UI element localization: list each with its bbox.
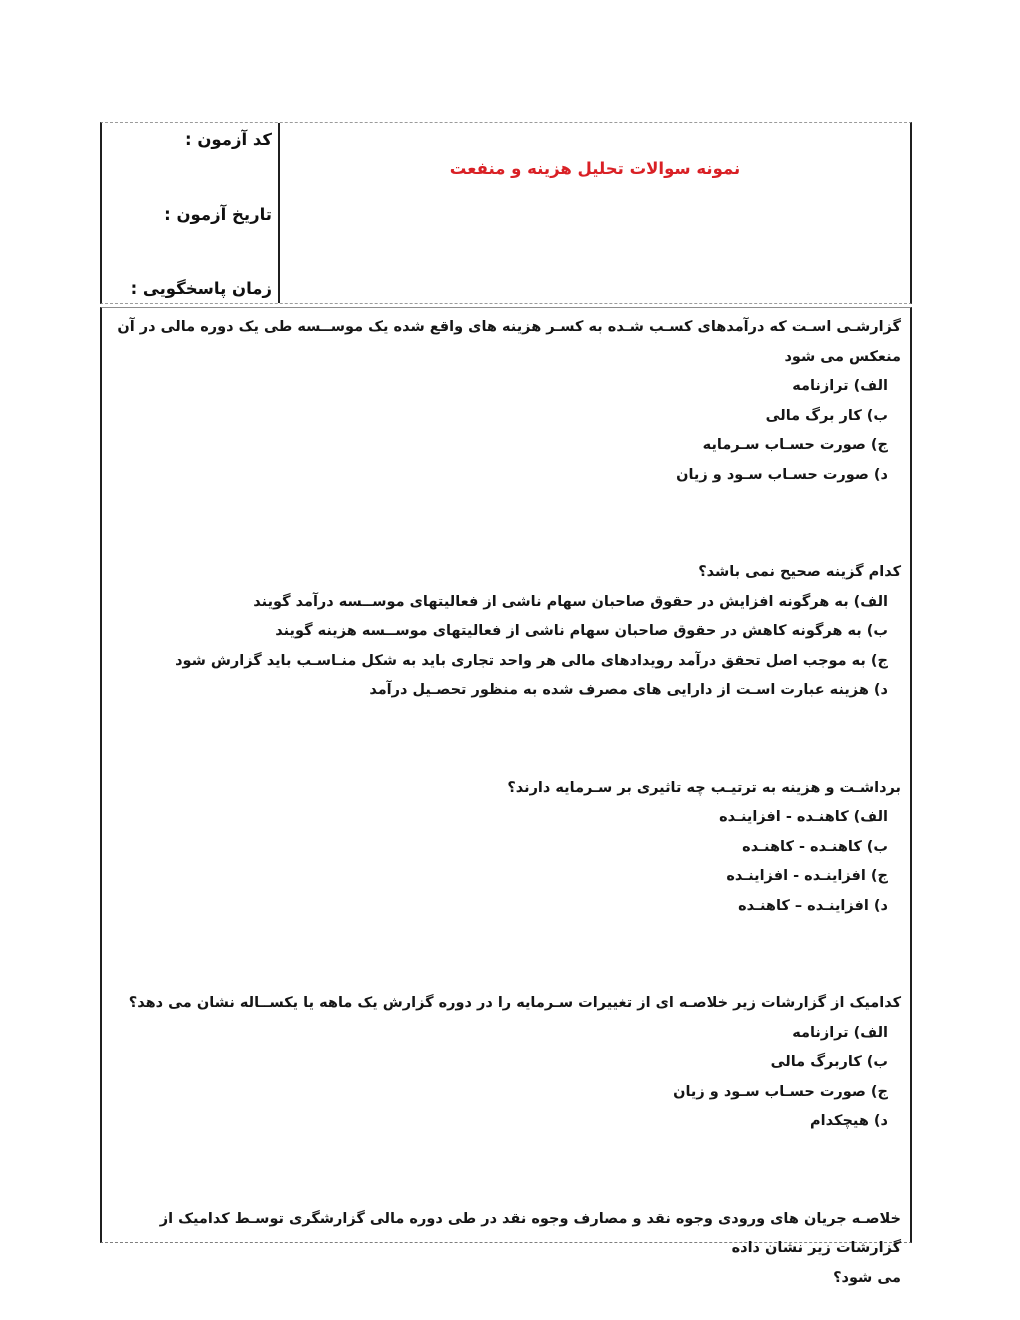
answer-option: ج) صورت حسـاب سـرمایه <box>702 437 888 453</box>
questions-area <box>100 307 912 1286</box>
question-text: برداشـت و هزینه به ترتیـب چه تاثیری بر سـرمایه دارند؟ <box>507 779 901 796</box>
question-text: گزارشـی اسـت که درآمدهای کسـب شـده به کسـر هزینه های واقع شده یک موســسه طی یک دوره مالی در آن منعکس می شود <box>117 319 901 365</box>
answer-option: ب) به هرگونه کاهش در حقوق صاحبان سهام ناشی از فعالیتهای موســسه هزینه گویند <box>275 623 888 639</box>
answer-option: الف) کاهنـده - افزاینـده <box>719 809 888 825</box>
exam-response-time-label: زمان پاسخگویی : <box>130 279 272 298</box>
question-block-5 <box>116 1205 901 1294</box>
exam-date-label: تاریخ آزمون : <box>164 204 272 224</box>
exam-meta-fields <box>102 123 280 303</box>
question-block-1 <box>116 313 901 490</box>
question-block-4 <box>116 989 901 1137</box>
exam-title-cell <box>280 123 910 303</box>
answer-option: ب) کاهنـده - کاهنـده <box>742 838 888 855</box>
question-block-3 <box>116 774 901 922</box>
question-text-continued: می شود؟ <box>833 1269 901 1286</box>
answer-option: ب) کاربرگ مالی <box>770 1054 888 1070</box>
answer-option: د) هیچکدام <box>810 1113 888 1129</box>
answer-option: ب) کار برگ مالی <box>765 407 888 424</box>
answer-option: الف) ترازنامه <box>792 1024 888 1041</box>
answer-option: د) هزینه عبارت اسـت از دارایی های مصرف شده به منظور تحصـیل درآمد <box>369 682 888 698</box>
question-block-2 <box>116 558 901 706</box>
answer-option: د) افزاینـده – کاهنـده <box>738 897 888 914</box>
answer-option: ج) صورت حسـاب سـود و زیان <box>673 1083 888 1100</box>
answer-option: د) صورت حسـاب سـود و زیان <box>676 466 888 483</box>
answer-option: الف) به هرگونه افزایش در حقوق صاحبان سهام ناشی از فعالیتهای موســسه درآمد گویند <box>253 593 888 610</box>
question-text: کدامیک از گزارشات زیر خلاصـه ای از تغییرات سـرمایه را در دوره گزارش یک ماهه یا یکســاله نشان می دهد؟ <box>128 995 901 1011</box>
exam-header <box>100 122 912 304</box>
answer-option: ج) افزاینـده - افزاینـده <box>726 868 888 884</box>
answer-option: الف) ترازنامه <box>792 378 888 394</box>
answer-option: ج) به موجب اصل تحقق درآمد رویدادهای مالی هر واحد تجاری باید به شکل منـاسـب باید گزارش شود <box>175 652 888 669</box>
question-text: کدام گزینه صحیح نمی باشد؟ <box>698 564 901 580</box>
exam-code-label: کد آزمون : <box>184 130 272 149</box>
question-text: خلاصـه جریان های ورودی وجوه نقد و مصارف وجوه نقد در طی دوره مالی گزارشگری توسـط کدامیک از گزارشات زیر نشان داده <box>159 1210 901 1256</box>
exam-title: نمونه سوالات تحلیل هزینه و منفعت <box>449 159 741 178</box>
